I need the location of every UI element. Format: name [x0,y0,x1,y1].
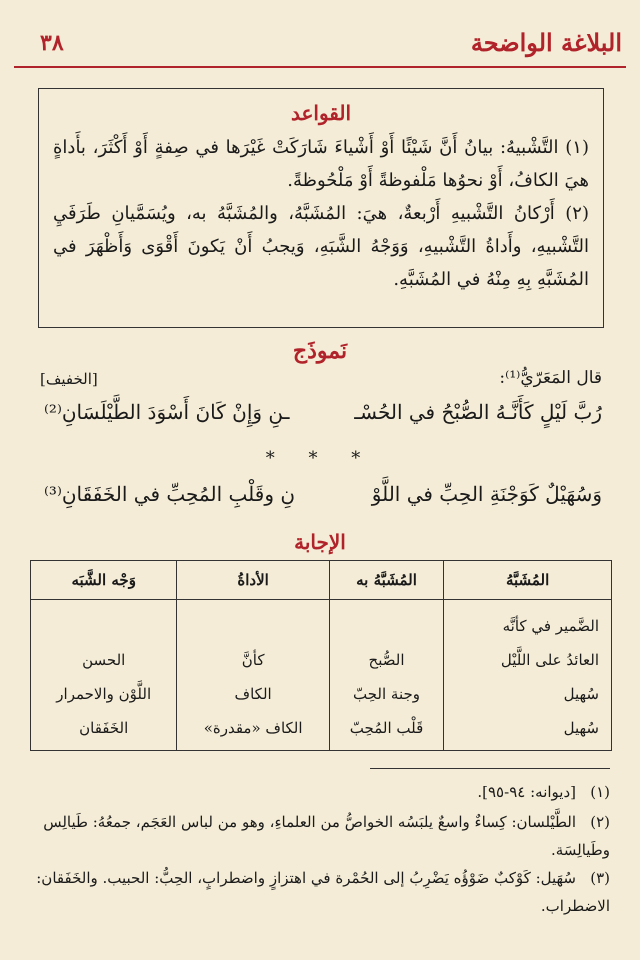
table-cell: الصُّبح [329,643,443,677]
footnote-number: (١) [590,783,610,801]
footnote-number: (٢) [590,813,610,831]
rule-1: (١) التَّشْبيهُ: بيانُ أَنَّ شَيْئًا أَوْ أَشْياءَ شَارَكَتْ غَيْرَها في صِفةٍ أَوْ أَكْثَرَ، بأَداةٍ هيَ الكافُ، أَوْ نحوُها مَلْفوظةً أَوْ مَلْحُوظةً. [53,137,589,191]
footnote-text: الطَّيْلسان: كِساءٌ واسعٌ يلبَسُه الخواصُّ من العلماءِ، وهو من لباس العَجَم، جمعُهُ: طَيالِس وطَيالِسَة. [43,813,610,859]
table-cell: الخَفَقان [31,711,177,751]
page-header [14,28,626,64]
table-cell: وجنة الحِبّ [329,677,443,711]
sample-title: نَموذَج [292,338,348,364]
poet-attribution: قال المَعَرّيُّ⁽¹⁾: [499,368,602,388]
header-wajh-shabah: وَجْه الشَّبَه [31,561,177,600]
table-header-row [31,561,612,600]
stars-separator: * * * [265,448,375,469]
table-row [31,643,612,677]
rules-box [38,88,604,328]
table-cell: العائدُ على اللَّيْل [444,643,612,677]
answer-table [30,560,612,751]
verse-1-second-hemistich: ـنِ وَإِنْ كَانَ أَسْوَدَ الطَّيْلَسَانِ⁽²⁾ [44,400,290,424]
table-cell: اللَّوْن والاحمرار [31,677,177,711]
header-divider [14,66,626,68]
verse-1-first-hemistich: رُبَّ لَيْلٍ كَأَنَّـهُ الصُّبْحُ في الحُسْـ [354,400,602,424]
meter-label: [الخفيف] [40,370,98,388]
table-cell: الحسن [31,643,177,677]
footnote-number: (٣) [590,869,610,887]
verse-2-first-hemistich: وَسُهَيْلٌ كَوَجْنَةِ الحِبِّ في اللَّوْ [371,482,602,506]
header-mushabbah: المُشَبَّهُ [444,561,612,600]
verse-2-second-hemistich: نِ وقَلْبِ المُحِبِّ في الخَفَقَانِ⁽³⁾ [44,482,296,506]
table-row [31,600,612,644]
table-cell: الكاف «مقدرة» [177,711,329,751]
header-adat: الأداةُ [177,561,329,600]
footnote-3 [36,864,610,920]
rules-title: القواعد [290,101,352,125]
table-row [31,711,612,751]
table-cell: كأنَّ [177,643,329,677]
table-cell [177,600,329,644]
answer-title: الإجابة [294,530,346,554]
header-mushabbah-bih: المُشَبَّهُ به [329,561,443,600]
book-title: البلاغة الواضحة [470,28,622,57]
table-cell: سُهيل [444,677,612,711]
table-cell [329,600,443,644]
footnote-text: سُهَيل: كَوْكبٌ ضَوْؤُه يَضْرِبُ إلى الحُمْرة في اهتزازٍ واضطرابٍ، الحِبُّ: الحبيب. والخَفَقان: الاضطراب. [36,869,610,915]
table-cell: سُهيل [444,711,612,751]
footnote-1 [36,778,610,806]
footnote-divider [370,768,610,769]
footnote-text: [ديوانه: ٩٤-٩٥]. [477,783,576,801]
table-cell [31,600,177,644]
footnote-2 [36,808,610,864]
table-cell: الضَّمير في كأنَّه [444,600,612,644]
table-row [31,677,612,711]
rule-2: (٢) أَرْكانُ التَّشْبيهِ أَرْبعةٌ، هيَ: المُشَبَّهُ، والمُشَبَّهُ به، ويُسَمَّيانِ طَرَفَيِ التَّشْبيهِ، وأَداةُ التَّشْبيهِ، وَوَجْهُ الشَّبَهِ، وَيجبُ أَنْ يَكونَ أَقْوَى وَأَظْهَرَ في المُشَبَّهِ بِهِ مِنْهُ في المُشَبَّهِ. [53,203,589,290]
table-cell: الكاف [177,677,329,711]
table-cell: قَلْب المُحِبّ [329,711,443,751]
page-number: ٣٨ [40,30,64,56]
